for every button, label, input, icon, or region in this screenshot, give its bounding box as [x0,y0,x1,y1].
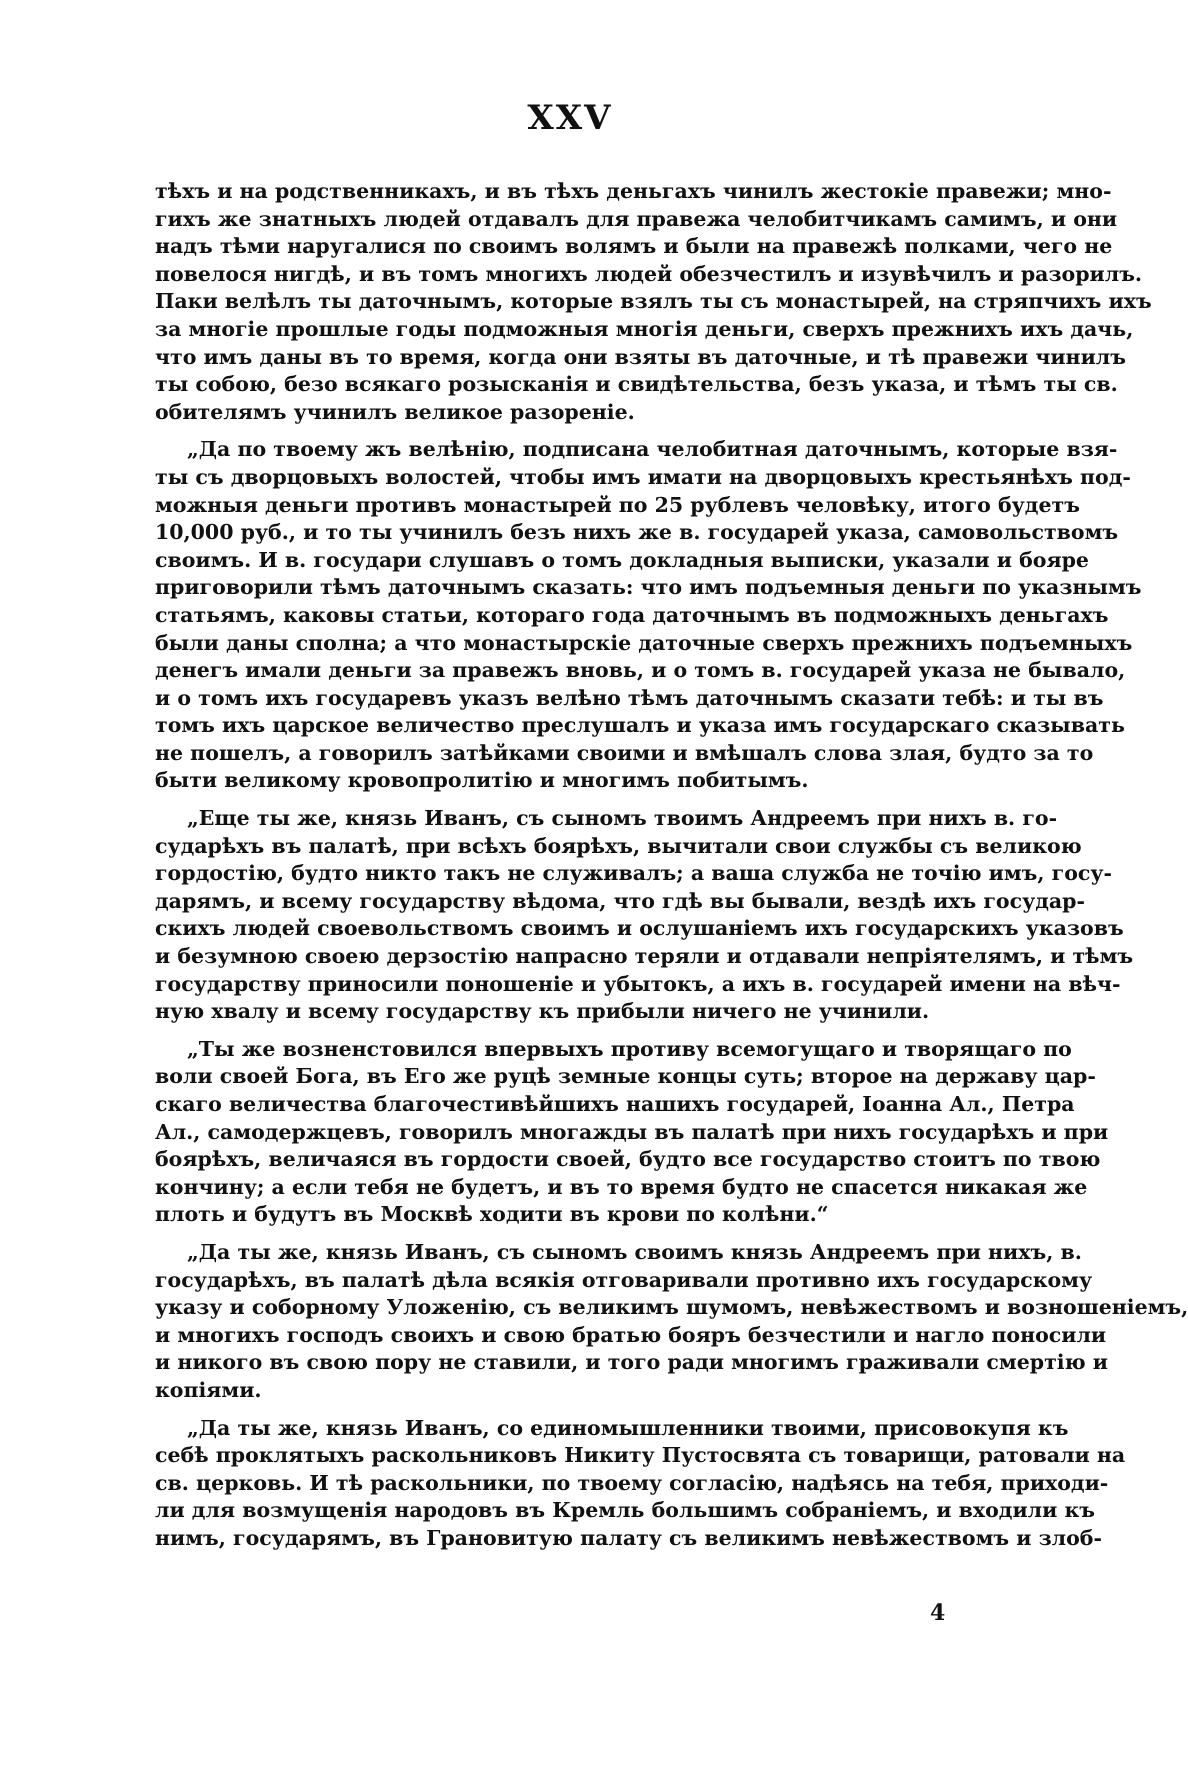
text-line: что имъ даны въ то время, когда они взяты въ даточные, и тѣ правежи чинилъ [155,344,1126,369]
text-line: „Еще ты же, князь Иванъ, съ сыномъ твоимъ Андреемъ при нихъ в. го- [187,806,1058,831]
text-line: дарямъ, и всему государству вѣдома, что гдѣ вы бывали, вездѣ ихъ государ- [155,888,1085,913]
text-line: надъ тѣми наругалися по своимъ волямъ и были на правежѣ полками, чего не [155,234,1113,259]
text-line: сударѣхъ въ палатѣ, при всѣхъ боярѣхъ, вычитали свои службы съ великою [155,833,1082,858]
text-line: приговорили тѣмъ даточнымъ сказать: что имъ подъемныя деньги по указнымъ [155,575,1142,600]
text-line: кончину; а если тебя не будетъ, и въ то время будто не спасется никакая же [155,1174,1088,1199]
text-line: ты собою, безо всякаго розысканія и свидѣтельства, безъ указа, и тѣмъ ты св. [155,372,1118,397]
text-line: денегъ имали деньги за правежъ вновь, и о томъ в. государей указа не бывало, [155,658,1126,683]
text-line: обителямъ учинилъ великое разореніе. [155,399,635,424]
text-line: Паки велѣлъ ты даточнымъ, которые взялъ ты съ монастырей, на стряпчихъ ихъ [155,289,1152,314]
text-line: нимъ, государямъ, въ Грановитую палату съ великимъ невѣжествомъ и злоб- [155,1525,1102,1550]
text-line: и никого въ свою пору не ставили, и того ради многимъ граживали смертію и [155,1350,1108,1375]
text-line: скаго величества благочестивѣйшихъ нашихъ государей, Іоанна Ал., Петра [155,1092,1075,1116]
text-line: 10,000 руб., и то ты учинилъ безъ нихъ же в. государей указа, самовольствомъ [155,520,1119,545]
text-line: быти великому кровопролитію и многимъ побитымъ. [155,768,809,793]
text-line: и многихъ господъ своихъ и свою братью бояръ безчестили и нагло поносили [155,1322,1107,1347]
text-line: томъ ихъ царское величество преслушалъ и указа имъ государскаго сказывать [155,713,1125,738]
text-line: своимъ. И в. государи слушавъ о томъ докладныя выписки, указали и бояре [155,547,1089,572]
text-line: были даны сполна; а что монастырскіе даточные сверхъ прежнихъ подъемныхъ [155,630,1133,655]
text-line: „Да по твоему жъ велѣнію, подписана челобитная даточнымъ, которые взя- [187,437,1118,462]
paragraph [155,178,1152,426]
text-line: не пошелъ, а говорилъ затѣйками своими и вмѣшалъ слова злая, будто за то [155,740,1094,765]
text-line: плоть и будутъ въ Москвѣ ходити въ крови по колѣни.“ [155,1202,829,1227]
paragraph [155,1239,1188,1405]
text-line: ты съ дворцовыхъ волостей, чтобы имъ имати на дворцовыхъ крестьянѣхъ под- [155,464,1131,489]
text-line: себѣ проклятыхъ раскольниковъ Никиту Пустосвята съ товарищи, ратовали на [155,1443,1126,1468]
text-line: воли своей Бога, въ Его же руцѣ земные концы суть; второе на державу цар- [155,1064,1096,1089]
text-line: тѣхъ и на родственникахъ, и въ тѣхъ деньгахъ чинилъ жестокіе правежи; мно- [155,179,1112,203]
page-number: XXV [527,98,613,138]
paragraph [155,1415,1126,1553]
text-line: Ал., самодержцевъ, говорилъ многажды въ палатѣ при нихъ государѣхъ и при [155,1119,1109,1144]
text-line: копіями. [155,1377,262,1402]
text-line: государству приносили поношеніе и убытокъ, а ихъ в. государей имени на вѣч- [155,971,1121,996]
document-body [155,178,1188,1563]
text-line: повелося нигдѣ, и въ томъ многихъ людей обезчестилъ и изувѣчилъ и разорилъ. [155,261,1143,286]
text-line: св. церковь. И тѣ раскольники, по твоему согласію, надѣясь на тебя, приходи- [155,1470,1109,1495]
text-line: ную хвалу и всему государству къ прибыли ничего не учинили. [155,999,930,1024]
text-line: „Да ты же, князь Иванъ, съ сыномъ своимъ князь Андреемъ при нихъ, в. [187,1239,1082,1264]
text-line: гихъ же знатныхъ людей отдавалъ для правежа челобитчикамъ самимъ, и они [155,206,1118,231]
text-line: гордостію, будто никто такъ не служивалъ; а ваша служба не точію имъ, госу- [155,861,1113,886]
text-line: „Да ты же, князь Иванъ, со единомышленники твоими, присовокупя къ [187,1415,1069,1440]
text-line: за многіе прошлые годы подможныя многія деньги, сверхъ прежнихъ ихъ дачь, [155,316,1134,341]
paragraph [155,805,1134,1026]
text-line: и безумною своею дерзостію напрасно теряли и отдавали непріятелямъ, и тѣмъ [155,944,1134,969]
text-line: „Ты же возненстовился впервыхъ противу всемогущаго и творящаго по [187,1036,1072,1061]
text-line: можныя деньги противъ монастырей по 25 рублевъ человѣку, итого будетъ [155,492,1080,517]
text-line: и о томъ ихъ государевъ указъ велѣно тѣмъ даточнымъ сказати тебѣ: и ты въ [155,685,1104,710]
paragraph [155,436,1142,795]
text-line: боярѣхъ, величаяся въ гордости своей, будто все государство стоитъ по твою [155,1147,1101,1172]
text-line: ли для возмущенія народовъ въ Кремль большимъ собраніемъ, и входили къ [155,1498,1095,1523]
text-line: скихъ людей своевольствомъ своимъ и ослушаніемъ ихъ государскихъ указовъ [155,916,1124,941]
text-line: указу и соборному Уложенію, съ великимъ шумомъ, невѣжествомъ и возношеніемъ, [155,1295,1188,1320]
text-line: государѣхъ, въ палатѣ дѣла всякія отговаривали противно ихъ государскому [155,1267,1093,1292]
paragraph [155,1036,1109,1229]
signature-mark: 4 [930,1600,946,1626]
text-line: статьямъ, каковы статьи, котораго года даточнымъ въ подможныхъ деньгахъ [155,602,1109,627]
